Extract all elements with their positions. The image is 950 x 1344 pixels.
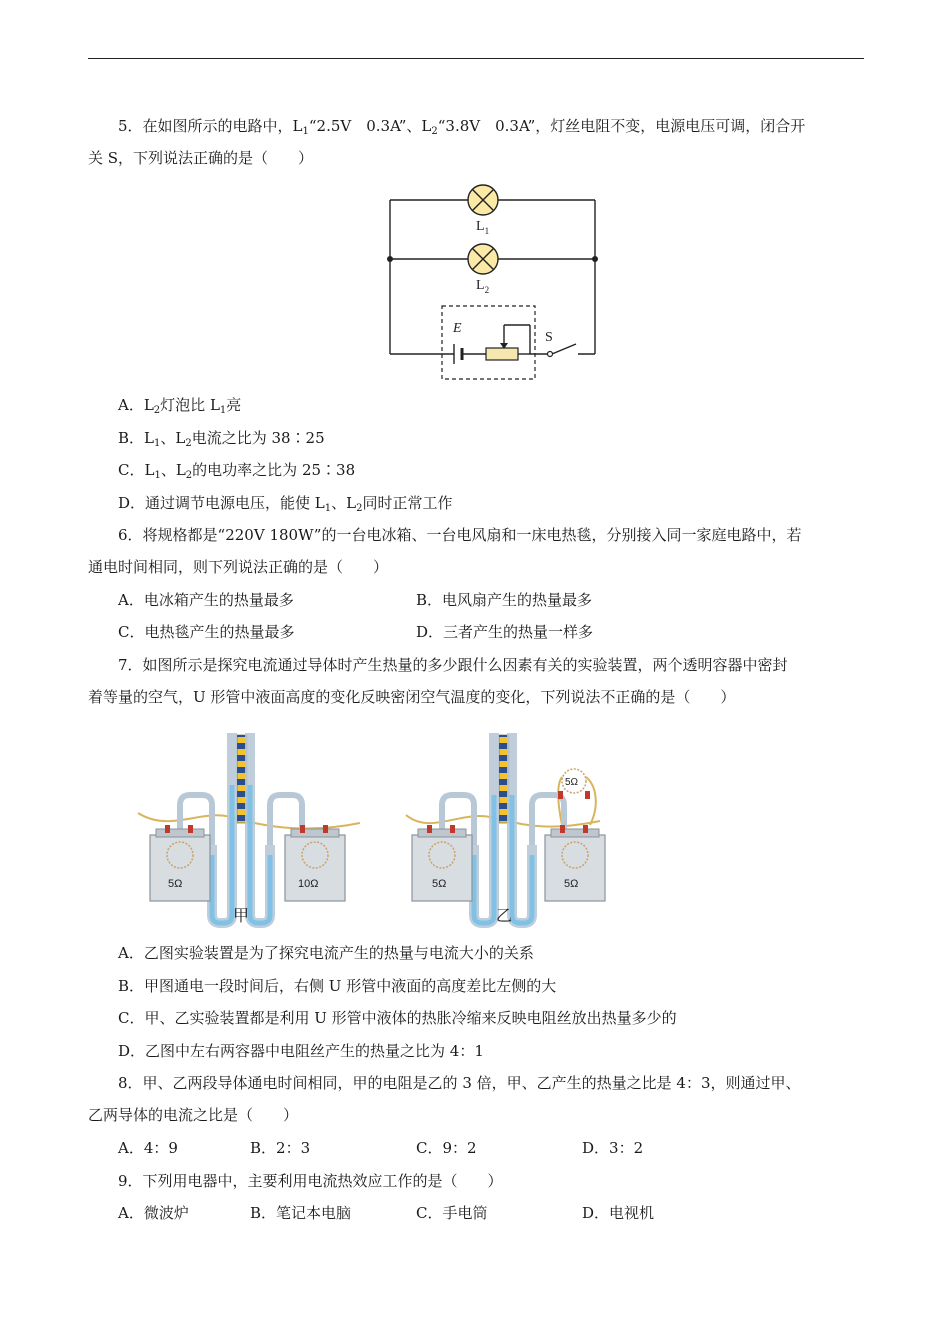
yi-right-resistance: 5Ω [564,878,579,890]
header-rule [88,58,864,59]
q7-option-c: C．甲、乙实验装置都是利用 U 形管中液体的热胀冷缩来反映电阻丝放出热量多少的 [118,1009,677,1027]
q5-stem-line2: 关 S，下列说法正确的是（ ） [88,149,314,167]
lamp-l1 [468,185,498,215]
q6-option-c: C．电热毯产生的热量最多 [118,623,295,641]
q9-option-c: C．手电筒 [416,1204,488,1222]
q9-stem: 9．下列用电器中，主要利用电流热效应工作的是（ ） [118,1172,503,1190]
label-e: E [453,321,462,336]
q6-option-a: A．电冰箱产生的热量最多 [118,591,294,609]
q5-option-a: A．$L_2$灯泡比 $L_1$亮 [118,396,242,416]
apparatus-yi [406,733,605,925]
q6-stem-line1: 6．将规格都是“220V 180W”的一台电冰箱、一台电风扇和一床电热毯，分别接入同一家庭电路中，若 [118,526,802,544]
q7-option-b: B．甲图通电一段时间后，右侧 U 形管中液面的高度差比左侧的大 [118,977,557,995]
q7-experiment-figure [130,725,620,935]
q9-option-d: D．电视机 [582,1204,655,1222]
label-l2: $L_2$ [476,278,490,295]
label-l1: $L_1$ [476,219,490,236]
q8-stem-line2: 乙两导体的电流之比是（ ） [88,1106,299,1124]
apparatus-jia [138,733,360,925]
q6-option-d: D．三者产生的热量一样多 [416,623,594,641]
q8-stem-line1: 8．甲、乙两段导体通电时间相同，甲的电阻是乙的 3 倍，甲、乙产生的热量之比是 4：3，则通过甲、 [118,1074,801,1092]
lamp-l2 [468,244,498,274]
jia-left-resistance: 5Ω [168,878,183,890]
q5-option-d: D．通过调节电源电压，能使 $L_1$、$L_2$同时正常工作 [118,494,453,514]
q5-option-c: C．$L_1$、$L_2$的电功率之比为 25∶38 [118,461,356,481]
yi-left-resistance: 5Ω [432,878,447,890]
q5-option-b: B．$L_1$、$L_2$电流之比为 38∶25 [118,429,325,449]
q8-option-d: D．3：2 [582,1139,644,1157]
label-s: S [545,330,553,345]
yi-external-resistance: 5Ω [565,777,579,788]
q7-stem-line2: 着等量的空气，U 形管中液面高度的变化反映密闭空气温度的变化，下列说法不正确的是（ ） [88,688,736,706]
label-yi: 乙 [496,906,513,925]
q5-circuit-diagram [380,180,610,385]
q6-stem-line2: 通电时间相同，则下列说法正确的是（ ） [88,558,389,576]
label-jia: 甲 [233,906,250,925]
q8-option-a: A．4：9 [118,1139,178,1157]
q7-option-a: A．乙图实验装置是为了探究电流产生的热量与电流大小的关系 [118,944,534,962]
q9-option-a: A．微波炉 [118,1204,189,1222]
q8-option-c: C．9：2 [416,1139,477,1157]
q7-option-d: D．乙图中左右两容器中电阻丝产生的热量之比为 4：1 [118,1042,484,1060]
q6-option-b: B．电风扇产生的热量最多 [416,591,593,609]
q7-stem-line1: 7．如图所示是探究电流通过导体时产生热量的多少跟什么因素有关的实验装置，两个透明容器中密封 [118,656,788,674]
q8-option-b: B．2：3 [250,1139,311,1157]
q5-stem-line1: 5．在如图所示的电路中，$L_1“2.5V$ 0.3A”、$L_2“3.8V$ 0.3A”，灯丝电阻不变，电源电压可调，闭合开 [118,117,806,137]
q9-option-b: B．笔记本电脑 [250,1204,352,1222]
jia-right-resistance: 10Ω [298,878,319,890]
